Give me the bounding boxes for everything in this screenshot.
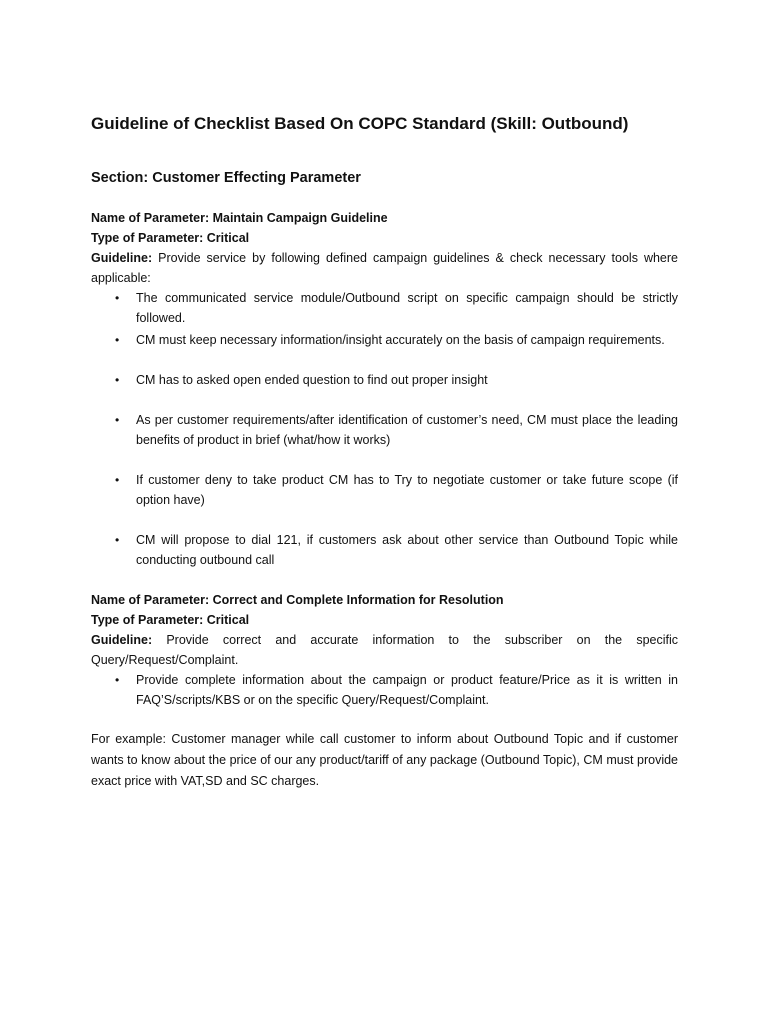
parameter-type: Type of Parameter: Critical [91,231,250,245]
bullet-icon: • [115,673,120,687]
list-item [91,410,678,450]
list-item [91,370,678,390]
parameter-block [91,208,678,570]
parameter-guideline [91,248,678,288]
list-item-text: The communicated service module/Outbound script on specific campaign should be strictly followed. [136,291,678,325]
list-item [91,470,678,510]
list-item-text: Provide complete information about the campaign or product feature/Price as it is written in FAQ’S/scripts/KBS or on the specific Query/Request/Complaint. [136,673,678,707]
list-item-text: CM has to asked open ended question to find out proper insight [136,373,488,387]
list-item-text: CM will propose to dial 121, if customers ask about other service than Outbound Topic while conducting outbound call [136,533,678,567]
document-title: Guideline of Checklist Based On COPC Standard (Skill: Outbound) [91,114,629,133]
guideline-label: Guideline: [91,251,153,265]
guideline-bullet-list [91,288,678,570]
list-item-text: If customer deny to take product CM has to Try to negotiate customer or take future scope (if option have) [136,473,678,507]
section-heading: Section: Customer Effecting Parameter [91,170,361,186]
bullet-icon: • [115,413,120,427]
bullet-icon: • [115,291,120,305]
guideline-label: Guideline: [91,633,153,647]
list-item [91,530,678,570]
parameter-guideline [91,630,678,670]
bullet-icon: • [115,473,120,487]
list-item [91,330,678,350]
bullet-icon: • [115,533,120,547]
list-item [91,288,678,328]
bullet-icon: • [115,373,120,387]
document-page [91,112,678,805]
parameter-name: Name of Parameter: Maintain Campaign Guideline [91,211,388,225]
parameter-type: Type of Parameter: Critical [91,613,250,627]
bullet-icon: • [115,333,120,347]
guideline-bullet-list [91,670,678,710]
list-item-text: As per customer requirements/after identification of customer’s need, CM must place the leading benefits of product in brief (what/how it works) [136,413,678,447]
parameter-name: Name of Parameter: Correct and Complete Information for Resolution [91,593,504,607]
parameter-block [91,590,678,710]
guideline-text: Provide correct and accurate information to the subscriber on the specific Query/Request/Complaint. [91,633,678,667]
list-item-text: CM must keep necessary information/insight accurately on the basis of campaign requirements. [136,333,665,347]
example-paragraph: For example: Customer manager while call customer to inform about Outbound Topic and if customer wants to know about the price of our any product/tariff of any package (Outbound Topic), CM must provide exact price with VAT,SD and SC charges. [91,732,678,788]
list-item [91,670,678,710]
guideline-text: Provide service by following defined campaign guidelines & check necessary tools where applicable: [91,251,678,285]
